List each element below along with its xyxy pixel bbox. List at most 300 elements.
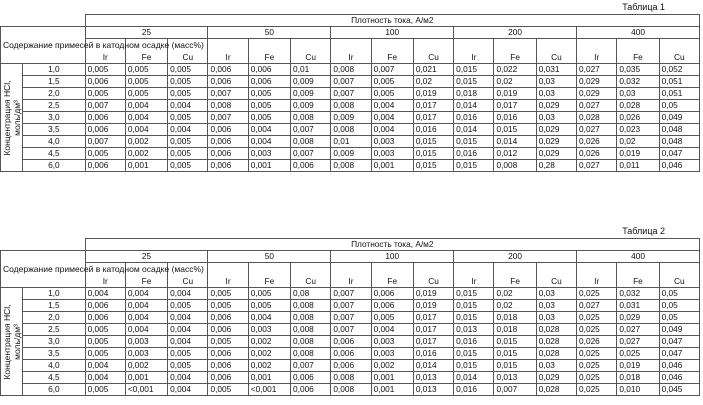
- table1-caption: Таблица 1: [622, 2, 665, 12]
- table-cell: 0,028: [536, 384, 576, 396]
- table-cell: 0,007: [291, 124, 331, 136]
- element-fe-header: Fe: [248, 263, 290, 288]
- data-table-1: [0, 14, 700, 172]
- table-cell: 0,006: [371, 288, 413, 300]
- element-ir-header: Ir: [454, 263, 494, 288]
- table-cell: 0,021: [413, 64, 453, 76]
- table-row: [1, 312, 700, 324]
- table-cell: 0,005: [168, 76, 208, 88]
- table-cell: 0,006: [208, 148, 248, 160]
- element-cu-header: Cu: [536, 263, 576, 288]
- table-row: [1, 160, 700, 172]
- table-cell: 0,015: [494, 348, 536, 360]
- table-cell: 0,05: [659, 100, 699, 112]
- table-cell: 0,02: [413, 76, 453, 88]
- table-cell: 0,016: [454, 384, 494, 396]
- table-cell: 0,02: [494, 76, 536, 88]
- table-cell: 0,047: [659, 148, 699, 160]
- element-ir-header: Ir: [577, 39, 617, 64]
- concentration-value: 1,0: [23, 64, 85, 76]
- table-cell: 0,001: [125, 372, 167, 384]
- table-cell: 0,015: [454, 288, 494, 300]
- density-400: 400: [577, 251, 700, 263]
- table-cell: 0,019: [494, 88, 536, 100]
- table-cell: 0,003: [125, 348, 167, 360]
- concentration-value: 4,5: [23, 372, 85, 384]
- table-cell: 0,004: [248, 124, 290, 136]
- element-fe-header: Fe: [125, 263, 167, 288]
- table-cell: 0,004: [85, 288, 125, 300]
- element-ir-header: Ir: [331, 39, 371, 64]
- concentration-value: 2,0: [23, 312, 85, 324]
- table-cell: 0,008: [291, 136, 331, 148]
- table-cell: 0,003: [371, 336, 413, 348]
- table-cell: 0,010: [617, 384, 659, 396]
- table-cell: 0,008: [331, 64, 371, 76]
- table-cell: 0,005: [248, 112, 290, 124]
- table-cell: 0,001: [371, 384, 413, 396]
- table-cell: 0,008: [331, 372, 371, 384]
- concentration-value: 4,5: [23, 148, 85, 160]
- table-cell: 0,029: [536, 372, 576, 384]
- table-row: [1, 360, 700, 372]
- table-cell: 0,004: [248, 312, 290, 324]
- table-cell: 0,015: [413, 148, 453, 160]
- table-cell: 0,028: [536, 336, 576, 348]
- table-cell: 0,015: [454, 312, 494, 324]
- density-50: 50: [208, 251, 331, 263]
- concentration-value: 1,5: [23, 300, 85, 312]
- table-cell: 0,001: [248, 160, 290, 172]
- table-cell: 0,009: [331, 148, 371, 160]
- table-cell: 0,022: [494, 64, 536, 76]
- table-cell: 0,007: [371, 64, 413, 76]
- table-cell: 0,025: [577, 288, 617, 300]
- table-cell: 0,027: [617, 336, 659, 348]
- table-cell: 0,013: [494, 372, 536, 384]
- table-cell: 0,005: [208, 300, 248, 312]
- table-cell: 0,005: [168, 348, 208, 360]
- table-cell: 0,006: [208, 312, 248, 324]
- table-cell: 0,004: [85, 360, 125, 372]
- element-ir-header: Ir: [577, 263, 617, 288]
- table-cell: 0,008: [291, 348, 331, 360]
- table-row: [1, 136, 700, 148]
- element-cu-header: Cu: [291, 263, 331, 288]
- table-cell: 0,032: [617, 76, 659, 88]
- table-cell: 0,015: [454, 348, 494, 360]
- table-cell: 0,004: [125, 300, 167, 312]
- table-row: [1, 288, 700, 300]
- table-cell: 0,013: [413, 372, 453, 384]
- table-cell: 0,008: [331, 100, 371, 112]
- table-cell: 0,017: [494, 100, 536, 112]
- density-50: 50: [208, 27, 331, 39]
- table-cell: 0,004: [168, 372, 208, 384]
- table-cell: 0,025: [617, 348, 659, 360]
- current-density-header: Плотность тока, А/м2: [85, 239, 699, 251]
- table-cell: 0,047: [659, 336, 699, 348]
- table-cell: 0,029: [617, 312, 659, 324]
- hcl-concentration-label: [1, 288, 23, 396]
- table-cell: 0,03: [536, 76, 576, 88]
- table-cell: 0,017: [413, 324, 453, 336]
- table-cell: 0,029: [536, 148, 576, 160]
- table-cell: 0,006: [208, 160, 248, 172]
- concentration-value: 6,0: [23, 384, 85, 396]
- table-cell: 0,007: [291, 148, 331, 160]
- table-cell: 0,006: [331, 360, 371, 372]
- element-cu-header: Cu: [413, 39, 453, 64]
- table-cell: 0,032: [617, 288, 659, 300]
- table-cell: 0,005: [208, 384, 248, 396]
- table-cell: 0,007: [331, 88, 371, 100]
- table-cell: 0,028: [536, 348, 576, 360]
- table-cell: 0,004: [125, 100, 167, 112]
- density-100: 100: [331, 251, 454, 263]
- element-cu-header: Cu: [536, 39, 576, 64]
- element-fe-header: Fe: [617, 263, 659, 288]
- header-row-densities: [1, 251, 700, 263]
- table-cell: 0,005: [248, 300, 290, 312]
- table-cell: 0,03: [536, 112, 576, 124]
- table-cell: 0,015: [454, 76, 494, 88]
- table-cell: 0,015: [454, 160, 494, 172]
- table-cell: 0,013: [454, 324, 494, 336]
- table-cell: 0,05: [659, 288, 699, 300]
- table-cell: 0,004: [168, 124, 208, 136]
- table-cell: 0,002: [248, 348, 290, 360]
- table-cell: 0,003: [125, 336, 167, 348]
- table-cell: 0,005: [168, 64, 208, 76]
- table-cell: 0,003: [248, 148, 290, 160]
- table-cell: 0,005: [125, 88, 167, 100]
- element-fe-header: Fe: [371, 39, 413, 64]
- table-cell: 0,029: [577, 76, 617, 88]
- table-cell: 0,035: [617, 64, 659, 76]
- table-cell: 0,016: [494, 112, 536, 124]
- table-cell: 0,006: [85, 76, 125, 88]
- table-cell: 0,014: [413, 360, 453, 372]
- table-row: [1, 372, 700, 384]
- table-cell: 0,003: [371, 348, 413, 360]
- table-cell: 0,019: [617, 148, 659, 160]
- table-cell: 0,006: [208, 360, 248, 372]
- table-row: [1, 324, 700, 336]
- table-cell: 0,028: [617, 100, 659, 112]
- density-25: 25: [85, 251, 208, 263]
- table-cell: 0,014: [494, 136, 536, 148]
- table-cell: 0,018: [494, 324, 536, 336]
- element-fe-header: Fe: [494, 39, 536, 64]
- table-cell: 0,007: [494, 384, 536, 396]
- table-cell: 0,025: [577, 312, 617, 324]
- table-cell: 0,006: [331, 348, 371, 360]
- table-cell: 0,015: [413, 136, 453, 148]
- table-row: [1, 148, 700, 160]
- table-cell: 0,017: [413, 100, 453, 112]
- table-cell: 0,05: [659, 300, 699, 312]
- table-cell: 0,006: [208, 324, 248, 336]
- table-cell: 0,03: [617, 88, 659, 100]
- table-cell: 0,005: [85, 348, 125, 360]
- table-cell: 0,006: [291, 160, 331, 172]
- table-cell: 0,007: [85, 136, 125, 148]
- table-cell: 0,004: [168, 100, 208, 112]
- table-cell: 0,004: [168, 312, 208, 324]
- table-cell: 0,019: [617, 360, 659, 372]
- table-cell: 0,007: [291, 360, 331, 372]
- table-cell: 0,006: [208, 124, 248, 136]
- table-cell: 0,031: [617, 300, 659, 312]
- table-cell: 0,026: [617, 112, 659, 124]
- table-cell: 0,006: [291, 384, 331, 396]
- table-cell: 0,005: [85, 88, 125, 100]
- table-cell: 0,015: [494, 124, 536, 136]
- table-cell: 0,003: [371, 148, 413, 160]
- table-cell: 0,051: [659, 88, 699, 100]
- table-cell: 0,026: [577, 136, 617, 148]
- table-cell: 0,006: [208, 76, 248, 88]
- table-cell: 0,027: [577, 124, 617, 136]
- table-cell: 0,018: [454, 88, 494, 100]
- table-cell: 0,014: [454, 124, 494, 136]
- density-200: 200: [454, 27, 577, 39]
- concentration-value: 4,0: [23, 360, 85, 372]
- concentration-value: 2,5: [23, 324, 85, 336]
- table-cell: 0,004: [125, 124, 167, 136]
- table-cell: 0,023: [617, 124, 659, 136]
- table-cell: 0,009: [331, 112, 371, 124]
- table-cell: 0,015: [494, 360, 536, 372]
- table-cell: 0,005: [371, 76, 413, 88]
- table-row: [1, 112, 700, 124]
- table-cell: 0,009: [291, 76, 331, 88]
- table-cell: 0,03: [536, 88, 576, 100]
- table-cell: 0,027: [577, 300, 617, 312]
- table-cell: 0,029: [536, 136, 576, 148]
- table-cell: 0,051: [659, 76, 699, 88]
- table-cell: 0,027: [617, 324, 659, 336]
- table-cell: 0,006: [85, 124, 125, 136]
- concentration-value: 3,5: [23, 124, 85, 136]
- table-cell: 0,006: [208, 136, 248, 148]
- table-cell: 0,03: [536, 300, 576, 312]
- table-cell: 0,004: [168, 324, 208, 336]
- table-cell: 0,009: [291, 88, 331, 100]
- table-cell: 0,004: [125, 324, 167, 336]
- table-row: [1, 64, 700, 76]
- table-cell: 0,005: [168, 136, 208, 148]
- table-cell: 0,006: [371, 300, 413, 312]
- table-cell: 0,006: [208, 372, 248, 384]
- table-cell: <0,001: [125, 384, 167, 396]
- table-cell: 0,031: [536, 64, 576, 76]
- table-cell: 0,008: [331, 124, 371, 136]
- table-cell: 0,007: [331, 300, 371, 312]
- concentration-value: 4,0: [23, 136, 85, 148]
- table-cell: 0,003: [248, 324, 290, 336]
- table-cell: 0,015: [413, 160, 453, 172]
- hcl-label-line1: Концентрация HCl,: [1, 303, 12, 380]
- element-fe-header: Fe: [248, 39, 290, 64]
- impurity-content-header: Содержание примесей в катодном осадке (масс%): [1, 27, 86, 64]
- table-cell: 0,001: [248, 372, 290, 384]
- table-cell: 0,009: [291, 100, 331, 112]
- concentration-value: 3,0: [23, 336, 85, 348]
- density-25: 25: [85, 27, 208, 39]
- table-cell: 0,025: [577, 348, 617, 360]
- table-cell: 0,08: [291, 288, 331, 300]
- table-cell: 0,02: [494, 288, 536, 300]
- table-cell: 0,005: [168, 300, 208, 312]
- element-cu-header: Cu: [659, 39, 699, 64]
- element-cu-header: Cu: [168, 39, 208, 64]
- table-cell: 0,025: [577, 372, 617, 384]
- table-cell: 0,006: [208, 64, 248, 76]
- table-cell: 0,027: [577, 100, 617, 112]
- table-cell: 0,028: [536, 324, 576, 336]
- table-cell: 0,006: [248, 76, 290, 88]
- table-cell: 0,014: [454, 372, 494, 384]
- table-cell: 0,046: [659, 360, 699, 372]
- header-row-title: [1, 239, 700, 251]
- element-ir-header: Ir: [85, 263, 125, 288]
- table-cell: 0,015: [454, 300, 494, 312]
- table-cell: 0,045: [659, 384, 699, 396]
- density-100: 100: [331, 27, 454, 39]
- element-fe-header: Fe: [371, 263, 413, 288]
- table-cell: 0,03: [536, 288, 576, 300]
- table-cell: 0,007: [85, 100, 125, 112]
- table-row: [1, 100, 700, 112]
- element-fe-header: Fe: [494, 263, 536, 288]
- table-cell: 0,005: [85, 384, 125, 396]
- table-cell: 0,029: [577, 88, 617, 100]
- concentration-value: 3,0: [23, 112, 85, 124]
- table-cell: 0,017: [413, 312, 453, 324]
- blank-corner: [1, 239, 86, 251]
- table-cell: 0,025: [577, 360, 617, 372]
- table-cell: 0,007: [208, 112, 248, 124]
- table-row: [1, 76, 700, 88]
- table-cell: 0,03: [536, 360, 576, 372]
- table-cell: 0,007: [208, 88, 248, 100]
- element-cu-header: Cu: [168, 263, 208, 288]
- table-cell: 0,018: [494, 312, 536, 324]
- table-cell: 0,004: [371, 324, 413, 336]
- table-cell: 0,048: [659, 136, 699, 148]
- table-cell: 0,007: [331, 76, 371, 88]
- table-cell: 0,001: [371, 372, 413, 384]
- table-row: [1, 88, 700, 100]
- table-cell: 0,008: [291, 300, 331, 312]
- table-cell: <0,001: [248, 384, 290, 396]
- table-cell: 0,012: [494, 148, 536, 160]
- table-cell: 0,005: [85, 148, 125, 160]
- table-cell: 0,005: [168, 88, 208, 100]
- table-cell: 0,004: [371, 124, 413, 136]
- table-cell: 0,005: [168, 360, 208, 372]
- concentration-value: 2,5: [23, 100, 85, 112]
- table-cell: 0,002: [125, 136, 167, 148]
- table-cell: 0,006: [331, 336, 371, 348]
- table-row: [1, 384, 700, 396]
- element-ir-header: Ir: [85, 39, 125, 64]
- table-row: [1, 124, 700, 136]
- table-cell: 0,02: [494, 300, 536, 312]
- table-cell: 0,008: [331, 160, 371, 172]
- table-cell: 0,002: [125, 360, 167, 372]
- table-cell: 0,001: [125, 160, 167, 172]
- concentration-value: 3,5: [23, 348, 85, 360]
- element-ir-header: Ir: [208, 263, 248, 288]
- table-cell: 0,006: [248, 64, 290, 76]
- table-cell: 0,008: [291, 324, 331, 336]
- table-cell: 0,005: [248, 88, 290, 100]
- table-cell: 0,005: [208, 336, 248, 348]
- table-cell: 0,005: [85, 324, 125, 336]
- element-ir-header: Ir: [208, 39, 248, 64]
- table-cell: 0,01: [291, 64, 331, 76]
- hcl-label-line2: моль/дм³: [11, 99, 22, 136]
- table-cell: 0,05: [659, 312, 699, 324]
- table-cell: 0,052: [659, 64, 699, 76]
- table-cell: 0,005: [168, 160, 208, 172]
- table-cell: 0,004: [371, 112, 413, 124]
- table-cell: 0,016: [413, 348, 453, 360]
- table-cell: 0,015: [494, 336, 536, 348]
- table-cell: 0,005: [371, 88, 413, 100]
- table-cell: 0,006: [291, 372, 331, 384]
- table-cell: 0,016: [413, 124, 453, 136]
- table-cell: 0,006: [85, 312, 125, 324]
- table-cell: 0,026: [577, 148, 617, 160]
- table-cell: 0,005: [248, 100, 290, 112]
- table-cell: 0,029: [536, 100, 576, 112]
- table-cell: 0,005: [125, 64, 167, 76]
- hcl-concentration-label: [1, 64, 23, 172]
- table-cell: 0,001: [371, 160, 413, 172]
- header-row-densities: [1, 27, 700, 39]
- table-cell: 0,016: [454, 148, 494, 160]
- density-400: 400: [577, 27, 700, 39]
- table-cell: 0,018: [617, 372, 659, 384]
- table-cell: 0,005: [168, 112, 208, 124]
- table-cell: 0,004: [168, 336, 208, 348]
- table-row: [1, 348, 700, 360]
- table-cell: 0,002: [371, 360, 413, 372]
- table-cell: 0,013: [413, 384, 453, 396]
- table-cell: 0,019: [413, 300, 453, 312]
- concentration-value: 1,0: [23, 288, 85, 300]
- table-cell: 0,007: [331, 288, 371, 300]
- table-cell: 0,006: [85, 300, 125, 312]
- table-cell: 0,005: [208, 288, 248, 300]
- table-cell: 0,016: [454, 336, 494, 348]
- table-cell: 0,006: [85, 112, 125, 124]
- table-cell: 0,005: [248, 288, 290, 300]
- table-cell: 0,017: [413, 112, 453, 124]
- table-cell: 0,027: [577, 64, 617, 76]
- table-cell: 0,008: [208, 100, 248, 112]
- concentration-value: 1,5: [23, 76, 85, 88]
- table-cell: 0,002: [248, 360, 290, 372]
- table-cell: 0,005: [85, 64, 125, 76]
- table-cell: 0,016: [454, 112, 494, 124]
- table-cell: 0,008: [291, 112, 331, 124]
- table-cell: 0,004: [248, 136, 290, 148]
